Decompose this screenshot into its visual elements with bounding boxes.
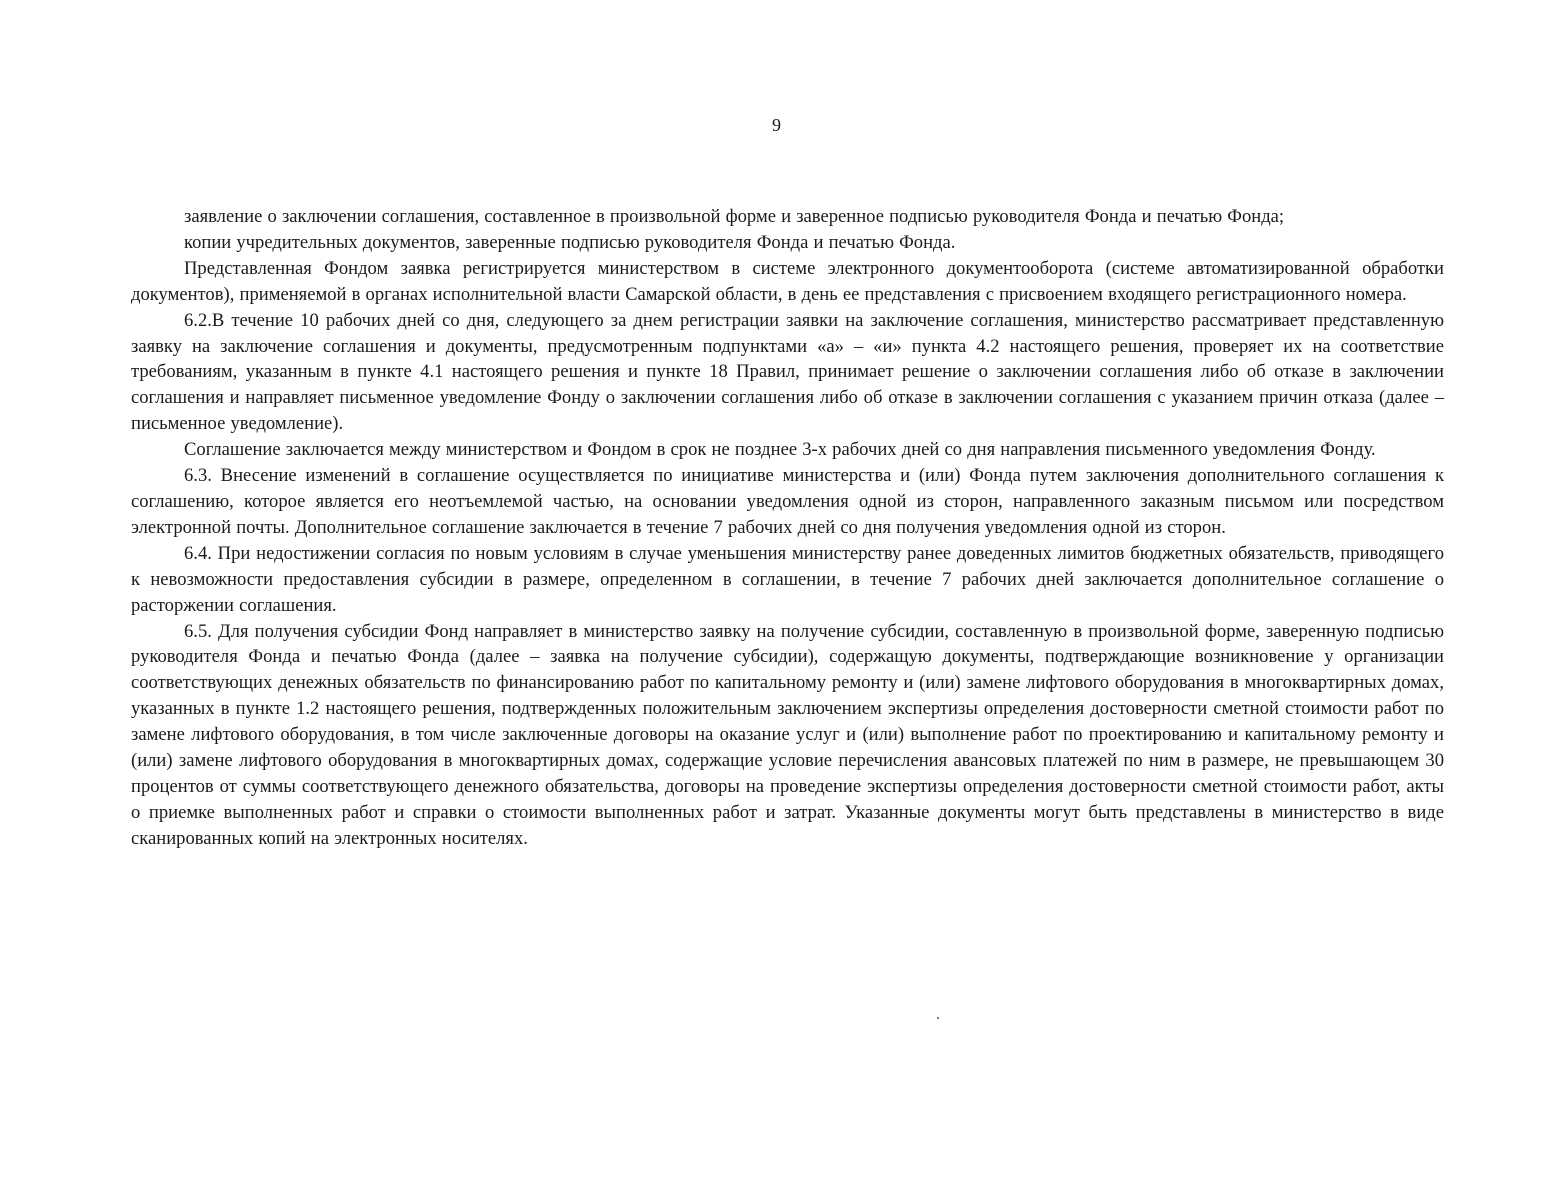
document-body — [131, 204, 1444, 852]
paragraph: Соглашение заключается между министерством и Фондом в срок не позднее 3-х рабочих дней со дня направления письменного уведомления Фонду. — [184, 439, 1376, 461]
paragraph: Представленная Фондом заявка регистрируется министерством в системе электронного документооборота (системе автоматизированной обработки документов), применяемой в органах исполнительной власти Самарской области, в день ее представления с присвоением входящего регистрационного номера. — [131, 257, 1444, 305]
paragraph: 6.5. Для получения субсидии Фонд направляет в министерство заявку на получение субсидии, составленную в произвольной форме, заверенную подписью руководителя Фонда и печатью Фонда (далее – заявка на получение субсидии), содержащую документы, подтверждающие возникновение у организации соответствующих денежных обязательств по финансированию работ по капитальному ремонту и (или) замене лифтового оборудования в многоквартирных домах, указанных в пункте 1.2 настоящего решения, подтвержденных положительным заключением экспертизы определения достоверности сметной стоимости работ по замене лифтового оборудования, в том числе заключенные договоры на оказание услуг и (или) выполнение работ по проектированию и капитальному ремонту и (или) замене лифтового оборудования в многоквартирных домах, содержащие условие перечисления авансовых платежей по ним в размере, не превышающем 30 процентов от суммы соответствующего денежного обязательства, договоры на проведение экспертизы определения достоверности сметной стоимости работ, акты о приемке выполненных работ и справки о стоимости выполненных работ и затрат. Указанные документы могут быть представлены в министерство в виде сканированных копий на электронных носителях. — [131, 620, 1444, 849]
paragraph: копии учредительных документов, заверенные подписью руководителя Фонда и печатью Фонда. — [184, 231, 956, 253]
page-number: 9 — [772, 115, 781, 135]
scan-speck — [937, 1017, 939, 1019]
paragraph: заявление о заключении соглашения, составленное в произвольной форме и заверенное подписью руководителя Фонда и печатью Фонда; — [184, 206, 1285, 227]
paragraph: 6.3. Внесение изменений в соглашение осуществляется по инициативе министерства и (или) Фонда путем заключения дополнительного соглашения к соглашению, которое является его неотъемлемой частью, на основании уведомления одной из сторон, направленного заказным письмом или посредством электронной почты. Дополнительное соглашение заключается в течение 7 рабочих дней со дня получения уведомления одной из сторон. — [131, 465, 1444, 538]
paragraph: 6.2.В течение 10 рабочих дней со дня, следующего за днем регистрации заявки на заключение соглашения, министерство рассматривает представленную заявку на заключение соглашения и документы, предусмотренным подпунктами «а» – «и» пункта 4.2 настоящего решения, проверяет их на соответствие требованиям, указанным в пункте 4.1 настоящего решения и пункте 18 Правил, принимает решение о заключении соглашения либо об отказе в заключении соглашения и направляет письменное уведомление Фонду о заключении соглашения либо об отказе в заключении соглашения с указанием причин отказа (далее – письменное уведомление). — [131, 309, 1444, 435]
paragraph: 6.4. При недостижении согласия по новым условиям в случае уменьшения министерству ранее доведенных лимитов бюджетных обязательств, приводящего к невозможности предоставления субсидии в размере, определенном в соглашении, в течение 7 рабочих дней заключается дополнительное соглашение о расторжении соглашения. — [131, 542, 1444, 616]
